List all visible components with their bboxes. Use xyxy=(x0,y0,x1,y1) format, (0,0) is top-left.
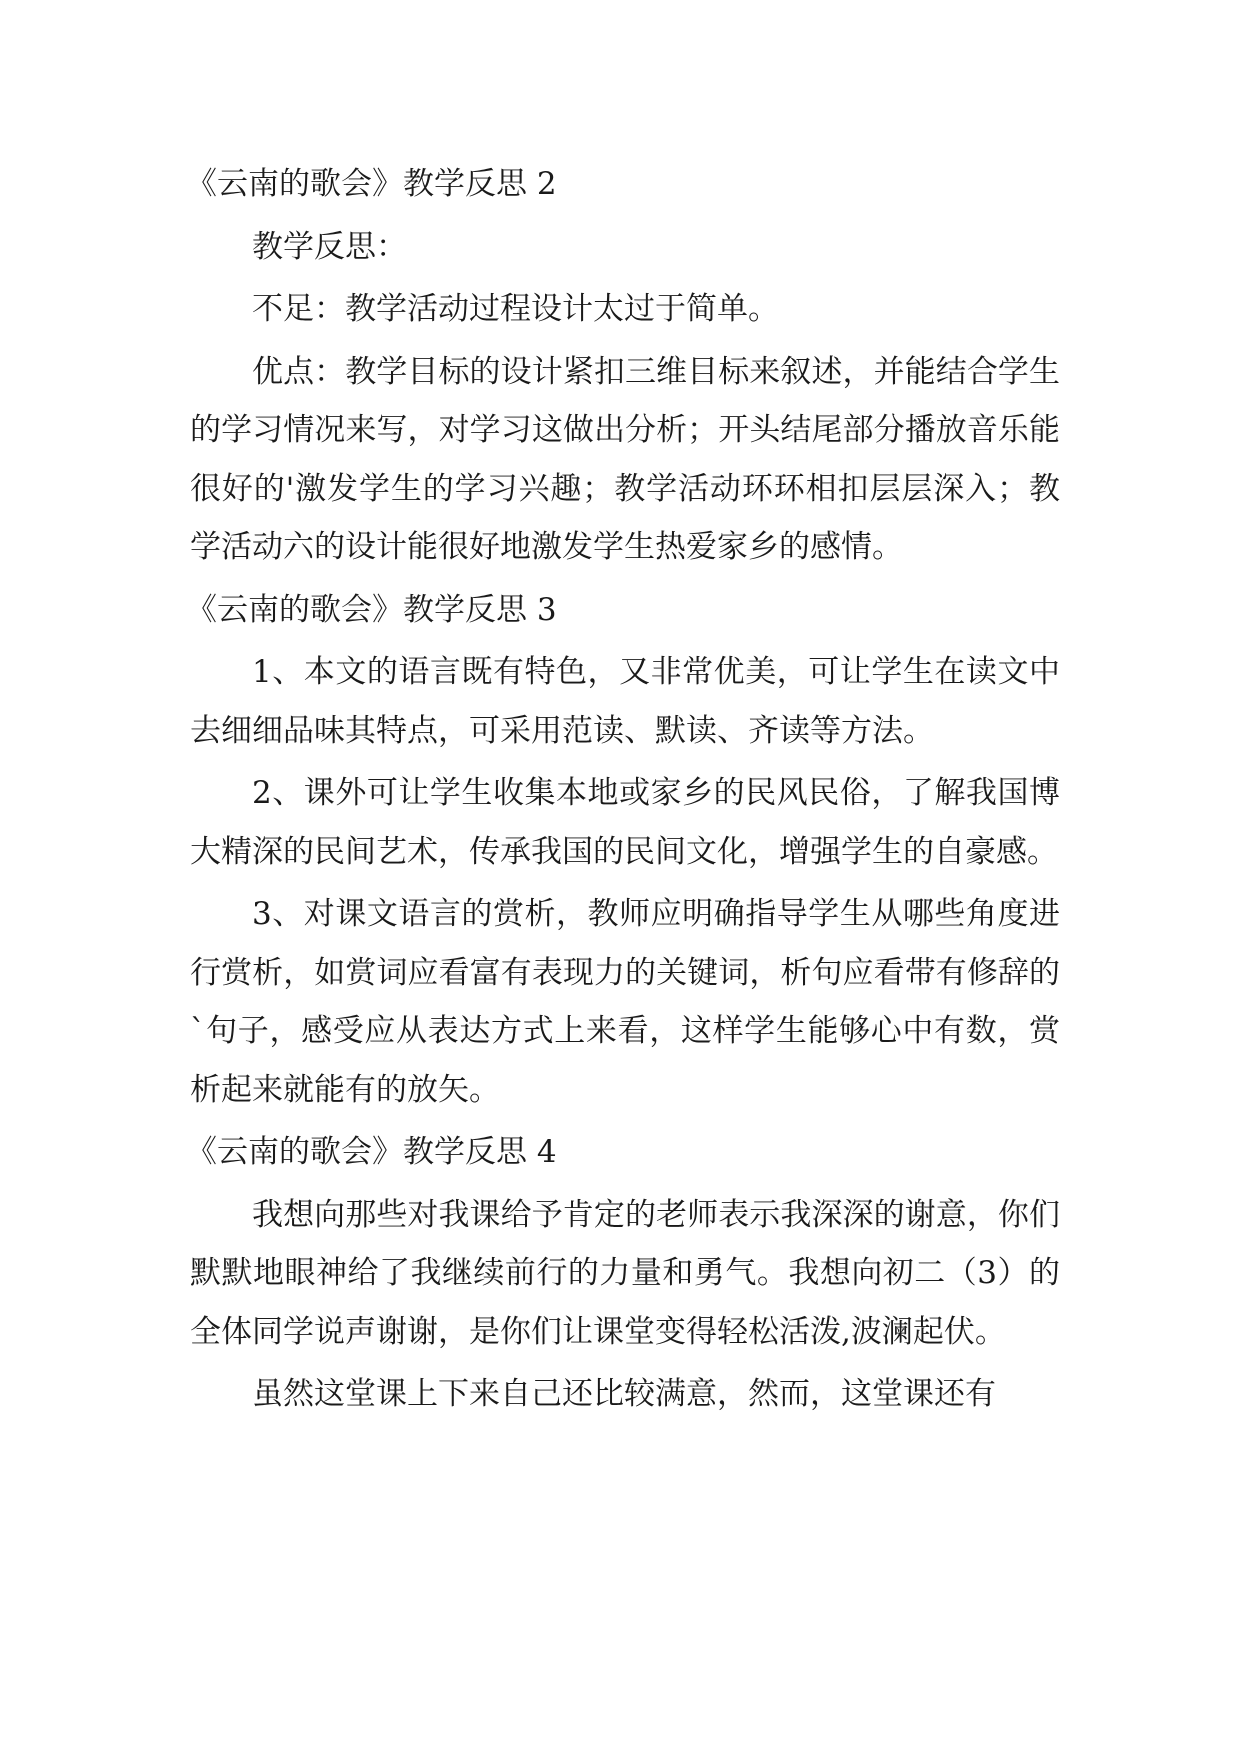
paragraph: 3、对课文语言的赏析，教师应明确指导学生从哪些角度进行赏析，如赏词应看富有表现力的关键词，析句应看带有修辞的`句子，感受应从表达方式上来看，这样学生能够心中有数，赏析起来就能有的放矢。 xyxy=(190,896,1060,1108)
section-heading: 《云南的歌会》教学反思 2 xyxy=(186,166,557,202)
section-heading: 《云南的歌会》教学反思 3 xyxy=(186,591,557,628)
section-reflection-2 xyxy=(186,155,1060,577)
paragraph: 教学反思： xyxy=(252,228,407,265)
paragraph: 1、本文的语言既有特色，又非常优美，可让学生在读文中去细细品味其特点，可采用范读、默读、齐读等方法。 xyxy=(190,654,1060,749)
section-reflection-3 xyxy=(186,581,1060,1120)
paragraph: 不足：教学活动过程设计太过于简单。 xyxy=(252,291,779,327)
paragraph: 虽然这堂课上下来自己还比较满意，然而，这堂课还有 xyxy=(252,1376,996,1412)
document-body xyxy=(186,155,1060,1428)
paragraph: 我想向那些对我课给予肯定的老师表示我深深的谢意，你们默默地眼神给了我继续前行的力量和勇气。我想向初二（3）的全体同学说声谢谢，是你们让课堂变得轻松活泼,波澜起伏。 xyxy=(190,1196,1060,1350)
paragraph: 2、课外可让学生收集本地或家乡的民风民俗，了解我国博大精深的民间艺术，传承我国的民间文化，增强学生的自豪感。 xyxy=(190,775,1060,870)
section-reflection-4 xyxy=(186,1123,1060,1424)
section-heading: 《云南的歌会》教学反思 4 xyxy=(186,1134,557,1170)
paragraph: 优点：教学目标的设计紧扣三维目标来叙述，并能结合学生的学习情况来写，对学习这做出分析；开头结尾部分播放音乐能很好的'激发学生的学习兴趣；教学活动环环相扣层层深入；教学活动六的设计能很好地激发学生热爱家乡的感情。 xyxy=(190,353,1060,565)
